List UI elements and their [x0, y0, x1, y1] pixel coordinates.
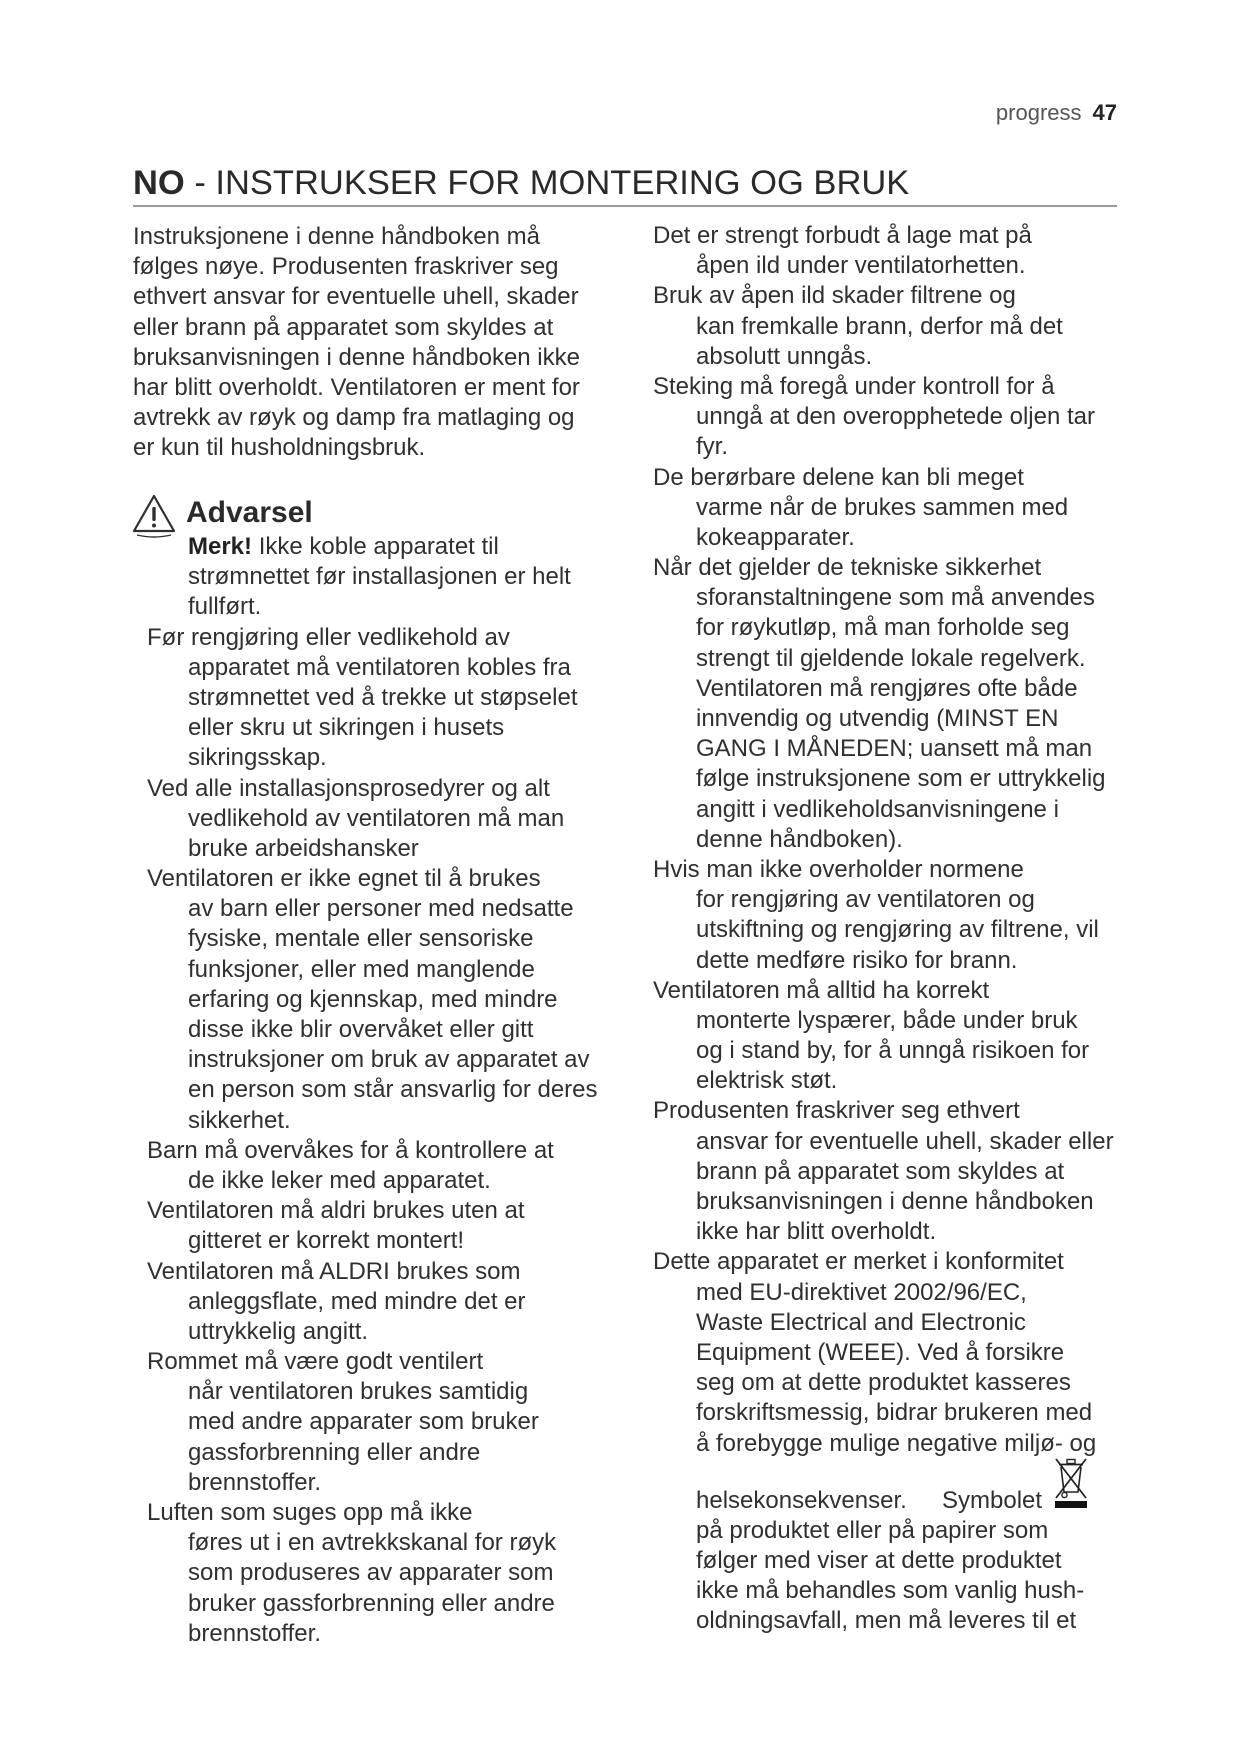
text-line: brann på apparatet som skyldes at	[696, 1157, 1065, 1185]
text-line: føres ut i en avtrekkskanal for røyk	[188, 1529, 557, 1557]
text-line: Ventilatoren må ALDRI brukes som	[147, 1257, 521, 1285]
text-line: har blitt overholdt. Ventilatoren er ment for	[133, 373, 580, 401]
symbol-label: Symbolet	[942, 1486, 1043, 1514]
text-line: De berørbare delene kan bli meget	[653, 463, 1024, 491]
text-line: Equipment (WEEE). Ved å forsikre	[696, 1338, 1065, 1366]
brand-name: progress	[995, 100, 1082, 125]
text-line: uttrykkelig angitt.	[188, 1317, 369, 1345]
text-line: gitteret er korrekt montert!	[188, 1227, 465, 1255]
text-line: ikke har blitt overholdt.	[696, 1218, 937, 1246]
right-column	[653, 221, 1114, 1637]
text-line: brennstoffer.	[188, 1619, 321, 1647]
text-line: Rommet må være godt ventilert	[147, 1348, 484, 1376]
warning-item	[133, 1257, 598, 1348]
text-line: utskiftning og rengjøring av filtrene, vil	[696, 916, 1099, 944]
text-line: vedlikehold av ventilatoren må man	[188, 804, 565, 832]
text-line: åpen ild under ventilatorhetten.	[696, 252, 1026, 280]
text-line: bruke arbeidshansker	[188, 834, 419, 862]
text-line: på produktet eller på papirer som	[696, 1516, 1049, 1544]
note-paragraph	[133, 532, 598, 623]
text-line: Produsenten fraskriver seg ethvert	[653, 1097, 1020, 1125]
safety-item	[653, 372, 1114, 463]
safety-item	[653, 976, 1114, 1097]
language-code: NO	[133, 164, 185, 202]
weee-paragraph	[653, 1247, 1114, 1636]
text-line: disse ikke blir overvåket eller gitt	[188, 1016, 534, 1043]
warning-item	[133, 623, 598, 774]
safety-item	[653, 221, 1114, 281]
warning-heading: Advarsel	[186, 496, 313, 529]
safety-item	[653, 281, 1114, 372]
text-line: instruksjoner om bruk av apparatet av	[188, 1046, 590, 1074]
text-line: Ventilatoren er ikke egnet til å brukes	[147, 865, 541, 893]
text-line: for røykutløp, må man forholde seg	[696, 614, 1070, 642]
text-line: sikkerhet.	[188, 1106, 291, 1134]
text-line: når ventilatoren brukes samtidig	[188, 1378, 529, 1406]
text-line: fullført.	[188, 593, 262, 621]
text-line: Ved alle installasjonsprosedyrer og alt	[147, 774, 550, 802]
warning-item	[133, 1196, 598, 1256]
text-line: Waste Electrical and Electronic	[696, 1308, 1026, 1336]
text-line: erfaring og kjennskap, med mindre	[188, 985, 558, 1013]
text-line: varme når de brukes sammen med	[696, 493, 1069, 521]
text-line: å forebygge mulige negative miljø- og	[696, 1429, 1097, 1457]
warning-item	[133, 1136, 598, 1196]
text-line: anleggsflate, med mindre det er	[188, 1287, 526, 1315]
text-line: følger med viser at dette produktet	[696, 1547, 1062, 1575]
text-line: Ventilatoren må aldri brukes uten at	[147, 1197, 525, 1225]
text-line: strømnettet før installasjonen er helt	[188, 563, 571, 591]
text-line: ethvert ansvar for eventuelle uhell, skader	[133, 283, 579, 311]
text-line: Dette apparatet er merket i konformitet	[653, 1248, 1064, 1276]
text-line: følges nøye. Produsenten fraskriver seg	[133, 253, 559, 281]
note-label: Merk!	[188, 533, 253, 560]
text-line: oldningsavfall, men må leveres til et	[696, 1607, 1077, 1635]
page-header	[996, 100, 1117, 126]
text-line: med EU-direktivet 2002/96/EC,	[696, 1278, 1027, 1306]
safety-item	[653, 463, 1114, 554]
text-line: Når det gjelder de tekniske sikkerhet	[653, 554, 1042, 582]
note-text: Ikke koble apparatet til	[252, 533, 499, 560]
warning-item	[133, 774, 598, 865]
safety-item	[653, 855, 1114, 976]
text-line: dette medføre risiko for brann.	[696, 946, 1018, 974]
text-line: unngå at den overopphetede oljen tar	[696, 403, 1095, 431]
safety-item	[653, 1096, 1114, 1247]
text-line: fysiske, mentale eller sensoriske	[188, 925, 534, 953]
text-line: ansvar for eventuelle uhell, skader eller	[696, 1127, 1114, 1155]
page-title	[133, 163, 909, 203]
symbol-line	[653, 1486, 1114, 1516]
text-line: sikringsskap.	[188, 744, 327, 772]
text-line: av barn eller personer med nedsatte	[188, 895, 574, 923]
text-line: angitt i vedlikeholdsanvisningene i	[696, 795, 1059, 823]
crossed-out-wheelie-bin-icon	[1053, 1455, 1089, 1509]
text-line: monterte lyspærer, både under bruk	[696, 1006, 1078, 1034]
text-line: Før rengjøring eller vedlikehold av	[147, 623, 510, 651]
text-line: eller skru ut sikringen i husets	[188, 714, 505, 742]
text-line: strengt til gjeldende lokale regelverk.	[696, 644, 1086, 672]
text-line: avtrekk av røyk og damp fra matlaging og	[133, 404, 575, 432]
text-line: følge instruksjonene som er uttrykkelig	[696, 765, 1106, 793]
warning-item	[133, 1347, 598, 1498]
text-line: Hvis man ikke overholder normene	[653, 855, 1024, 883]
text-line: Instruksjonene i denne håndboken må	[133, 223, 540, 250]
text-line: er kun til husholdningsbruk.	[133, 434, 426, 462]
text-line: denne håndboken).	[696, 825, 903, 853]
text-line: ikke må behandles som vanlig hush-	[696, 1577, 1085, 1605]
text-line: Luften som suges opp må ikke	[147, 1499, 473, 1526]
text-line: Barn må overvåkes for å kontrollere at	[147, 1136, 554, 1164]
text-line: bruker gassforbrenning eller andre	[188, 1589, 555, 1617]
text-line: seg om at dette produktet kasseres	[696, 1369, 1071, 1397]
text-line: en person som står ansvarlig for deres	[188, 1076, 598, 1104]
text-line: Ventilatoren må alltid ha korrekt	[653, 976, 990, 1004]
safety-item	[653, 553, 1114, 855]
text-line: eller brann på apparatet som skyldes at	[133, 313, 554, 341]
text-line: innvendig og utvendig (MINST EN	[696, 705, 1059, 732]
text-line: gassforbrenning eller andre	[188, 1438, 481, 1466]
text-line: funksjoner, eller med manglende	[188, 955, 535, 983]
text-line: forskriftsmessig, bidrar brukeren med	[696, 1399, 1093, 1427]
text-line: med andre apparater som bruker	[188, 1408, 539, 1436]
text-line: kan fremkalle brann, derfor må det	[696, 312, 1063, 340]
text-line: GANG I MÅNEDEN; uansett må man	[696, 735, 1093, 763]
text-line: Det er strengt forbudt å lage mat på	[653, 222, 1032, 249]
text-line	[133, 532, 598, 562]
text-line: bruksanvisningen i denne håndboken	[696, 1188, 1094, 1215]
intro-paragraph	[133, 222, 580, 464]
symbol-line-text: helsekonsekvenser.	[696, 1486, 907, 1514]
text-line: Ventilatoren må rengjøres ofte både	[696, 674, 1078, 702]
warning-section	[133, 532, 598, 1649]
page-number: 47	[1092, 100, 1117, 125]
text-line: de ikke leker med apparatet.	[188, 1166, 491, 1194]
text-line: sforanstaltningene som må anvendes	[696, 584, 1095, 612]
text-line: bruksanvisningen i denne håndboken ikke	[133, 343, 580, 371]
title-text: - INSTRUKSER FOR MONTERING OG BRUK	[184, 164, 910, 202]
text-line: som produseres av apparater som	[188, 1559, 554, 1587]
text-line: og i stand by, for å unngå risikoen for	[696, 1037, 1090, 1065]
text-line: fyr.	[696, 433, 729, 461]
warning-item	[133, 1498, 598, 1649]
text-line: Steking må foregå under kontroll for å	[653, 372, 1055, 400]
text-line: strømnettet ved å trekke ut støpselet	[188, 683, 578, 711]
text-line: absolutt unngås.	[696, 342, 873, 370]
title-rule	[133, 205, 1117, 207]
warning-item	[133, 864, 598, 1136]
text-line: elektrisk støt.	[696, 1067, 838, 1095]
text-line: kokeapparater.	[696, 523, 855, 551]
text-line: brennstoffer.	[188, 1468, 321, 1496]
text-line: Bruk av åpen ild skader filtrene og	[653, 282, 1016, 310]
text-line: apparatet må ventilatoren kobles fra	[188, 653, 571, 681]
text-line: for rengjøring av ventilatoren og	[696, 886, 1035, 914]
